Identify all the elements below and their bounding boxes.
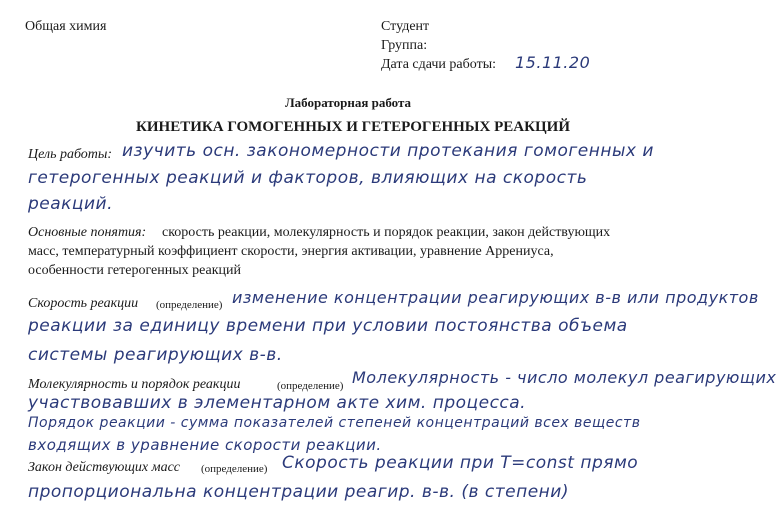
date-label: Дата сдачи работы:: [381, 57, 496, 72]
molecularity-line-1: Молекулярность - число молекул реагирующих: [352, 368, 776, 387]
rate-line-2: реакции за единицу времени при условии постоянства объема: [28, 316, 628, 336]
rate-line-3: системы реагирующих в-в.: [28, 345, 283, 365]
mass-action-line-2: пропорциональна концентрации реагир. в-в. (в степени): [28, 482, 569, 502]
molecularity-line-3: Порядок реакции - сумма показателей степеней концентраций всех веществ: [28, 415, 641, 431]
concepts-line-2: масс, температурный коэффициент скорости, энергия активации, уравнение Аррениуса,: [28, 244, 554, 259]
redaction-box: [436, 16, 617, 56]
goal-label: Цель работы:: [28, 147, 113, 162]
work-kind: Лабораторная работа: [285, 95, 412, 110]
molecularity-line-2: участвовавших в элементарном акте хим. процесса.: [28, 393, 527, 413]
goal-line-3: реакций.: [28, 194, 114, 214]
molecularity-label: Молекулярность и порядок реакции: [28, 377, 241, 392]
mass-action-note: (определение): [201, 463, 268, 475]
molecularity-line-4: входящих в уравнение скорости реакции.: [28, 436, 382, 454]
goal-line-1: изучить осн. закономерности протекания гомогенных и: [122, 141, 654, 161]
rate-line-1: изменение концентрации реагирующих в-в или продуктов: [232, 288, 759, 307]
mass-action-line-1: Скорость реакции при T=const прямо: [282, 453, 639, 473]
rate-label: Скорость реакции: [28, 296, 139, 311]
rate-note: (определение): [156, 299, 223, 311]
mass-action-label: Закон действующих масс: [28, 460, 180, 475]
concepts-label: Основные понятия:: [28, 225, 147, 240]
molecularity-note: (определение): [277, 380, 344, 392]
student-label: Студент: [381, 19, 430, 34]
group-label: Группа:: [381, 38, 428, 53]
goal-line-2: гетерогенных реакций и факторов, влияющих на скорость: [28, 168, 588, 188]
subject-label: Общая химия: [25, 19, 107, 34]
concepts-line-3: особенности гетерогенных реакций: [28, 263, 242, 278]
concepts-line-1: скорость реакции, молекулярность и порядок реакции, закон действующих: [162, 225, 611, 240]
work-title: КИНЕТИКА ГОМОГЕННЫХ И ГЕТЕРОГЕННЫХ РЕАКЦИЙ: [136, 119, 570, 135]
date-value: 15.11.20: [515, 53, 591, 72]
